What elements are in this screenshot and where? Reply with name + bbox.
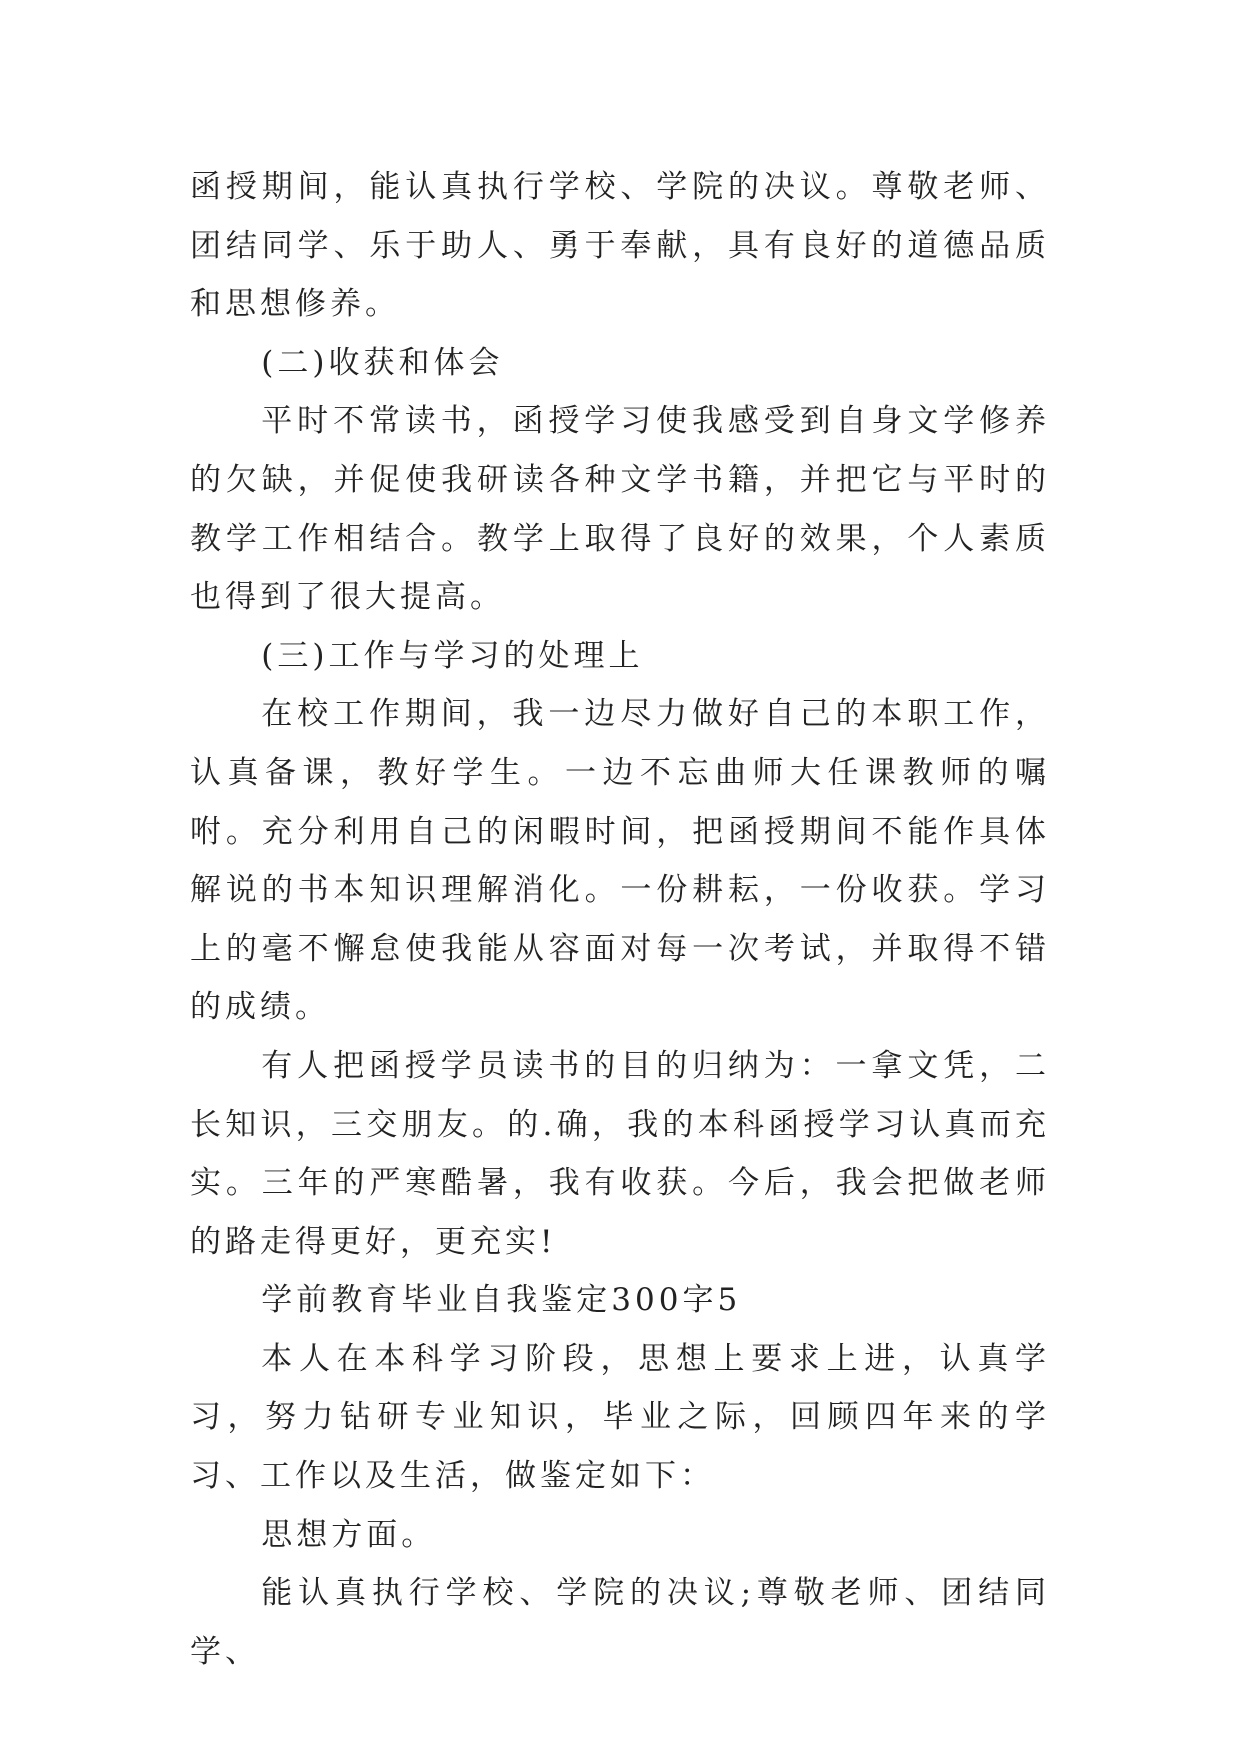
section-heading-3: (三)工作与学习的处理上	[261, 637, 644, 674]
article-title: 学前教育毕业自我鉴定300字5	[261, 1282, 742, 1319]
paragraph: 平时不常读书，函授学习使我感受到自身文学修养的欠缺，并促使我研读各种文学书籍，并把它与平时的教学工作相结合。教学上取得了良好的效果，个人素质也得到了很大提高。	[190, 403, 1050, 616]
paragraph: 能认真执行学校、学院的决议;尊敬老师、团结同学、	[190, 1575, 1050, 1670]
document-body	[190, 158, 1050, 1681]
paragraph: 在校工作期间，我一边尽力做好自己的本职工作，认真备课，教好学生。一边不忘曲师大任课教师的嘱咐。充分利用自己的闲暇时间，把函授期间不能作具体解说的书本知识理解消化。一份耕耘，一份收获。学习上的毫不懈怠使我能从容面对每一次考试，并取得不错的成绩。	[190, 696, 1050, 1026]
section-heading: 思想方面。	[261, 1516, 437, 1553]
paragraph: 本人在本科学习阶段，思想上要求上进，认真学习，努力钻研专业知识，毕业之际，回顾四年来的学习、工作以及生活，做鉴定如下：	[190, 1340, 1050, 1495]
paragraph: 有人把函授学员读书的目的归纳为：一拿文凭，二长知识，三交朋友。的.确，我的本科函授学习认真而充实。三年的严寒酷暑，我有收获。今后，我会把做老师的路走得更好，更充实!	[190, 1047, 1050, 1260]
section-heading-2: (二)收获和体会	[261, 344, 504, 381]
paragraph-continuation: 函授期间，能认真执行学校、学院的决议。尊敬老师、团结同学、乐于助人、勇于奉献，具有良好的道德品质和思想修养。	[190, 169, 1050, 323]
